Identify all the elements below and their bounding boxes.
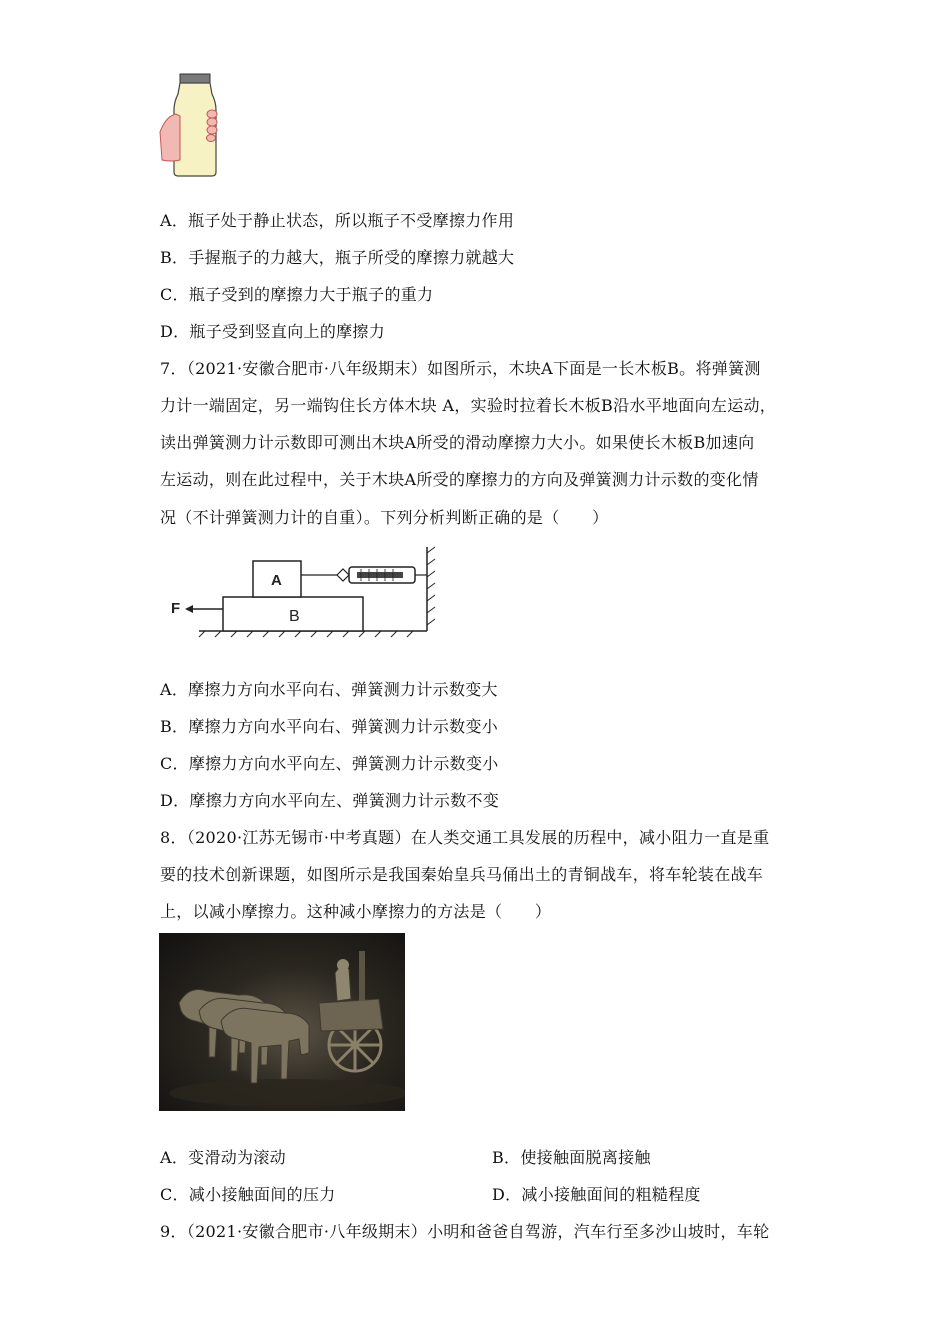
q8-stem-line-3: 上，以减小摩擦力。这种减小摩擦力的方法是（ ） (160, 902, 552, 921)
bronze-chariot-photo (159, 933, 405, 1111)
block-a-label: A (271, 572, 282, 589)
q8-stem-line-1: 8．（2020·江苏无锡市·中考真题）在人类交通工具发展的历程中，减小阻力一直是重 (160, 828, 770, 847)
q7-option-a: A．摩擦力方向水平向右、弹簧测力计示数变大 (160, 680, 498, 699)
q6-option-b: B．手握瓶子的力越大，瓶子所受的摩擦力就越大 (160, 248, 515, 267)
q6-option-a: A．瓶子处于静止状态，所以瓶子不受摩擦力作用 (160, 211, 515, 230)
q8-option-b: B．使接触面脱离接触 (492, 1148, 651, 1167)
ground (199, 631, 427, 637)
q8-option-c: C．减小接触面间的压力 (160, 1185, 336, 1204)
bottle-in-hand-figure (158, 72, 224, 180)
wall (427, 547, 435, 631)
q7-stem-line-5: 况（不计弹簧测力计的自重）。下列分析判断正确的是（ ） (160, 508, 609, 527)
force-arrow (185, 605, 223, 613)
q8-option-a: A．变滑动为滚动 (160, 1148, 286, 1167)
q7-stem-line-1: 7．（2021·安徽合肥市·八年级期末）如图所示，木块A下面是一长木板B。将弹簧测 (160, 359, 761, 378)
board-b-label: B (289, 608, 300, 625)
q6-option-c: C．瓶子受到的摩擦力大于瓶子的重力 (160, 285, 434, 304)
q7-option-d: D．摩擦力方向水平向左、弹簧测力计示数不变 (160, 791, 500, 810)
force-label: F (171, 600, 181, 617)
friction-experiment-figure (165, 545, 440, 640)
q9-stem-line-1: 9．（2021·安徽合肥市·八年级期末）小明和爸爸自驾游，汽车行至多沙山坡时，车轮 (160, 1222, 770, 1241)
q7-option-c: C．摩擦力方向水平向左、弹簧测力计示数变小 (160, 754, 499, 773)
q8-option-d: D．减小接触面间的粗糙程度 (492, 1185, 701, 1204)
spring-scale (301, 567, 427, 583)
q8-stem-line-2: 要的技术创新课题，如图所示是我国秦始皇兵马俑出土的青铜战车，将车轮装在战车 (160, 865, 764, 884)
q7-stem-line-4: 左运动，则在此过程中，关于木块A所受的摩擦力的方向及弹簧测力计示数的变化情 (160, 470, 759, 489)
q7-option-b: B．摩擦力方向水平向右、弹簧测力计示数变小 (160, 717, 499, 736)
q7-stem-line-3: 读出弹簧测力计示数即可测出木块A所受的滑动摩擦力大小。如果使长木板B加速向 (160, 433, 755, 452)
q6-option-d: D．瓶子受到竖直向上的摩擦力 (160, 322, 386, 341)
q7-stem-line-2: 力计一端固定，另一端钩住长方体木块 A，实验时拉着长木板B沿水平地面向左运动， (160, 396, 777, 415)
